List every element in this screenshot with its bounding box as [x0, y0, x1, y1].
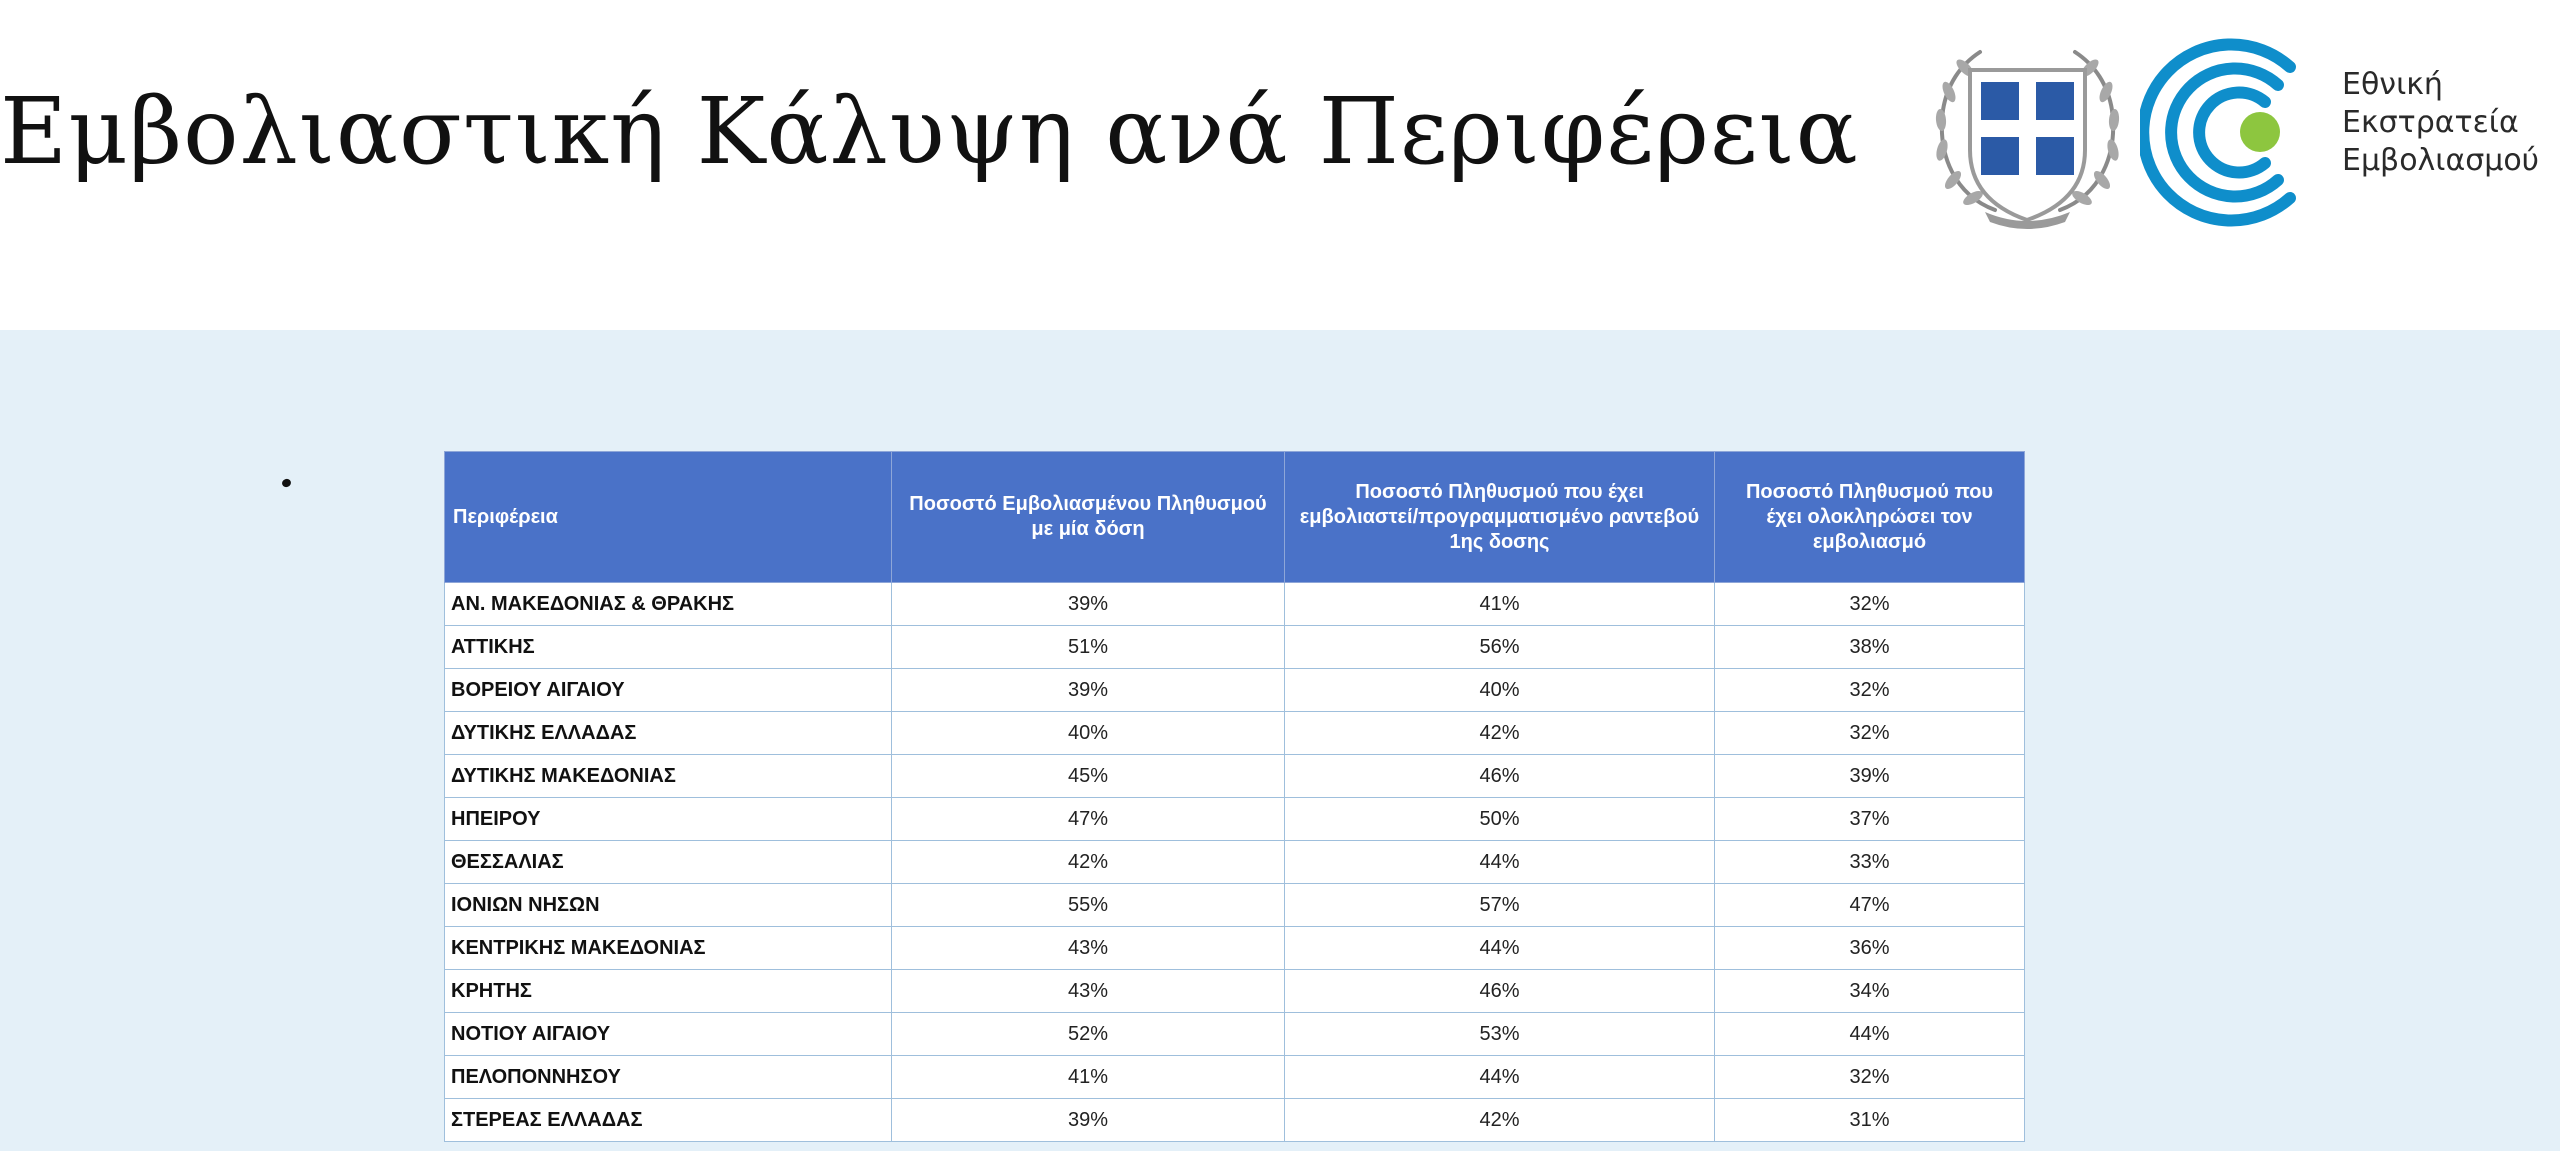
one-dose-cell: 55% — [892, 884, 1285, 927]
brand-line-national: Εθνική — [2342, 67, 2443, 102]
first-dose-scheduled-cell: 42% — [1285, 1099, 1715, 1142]
first-dose-scheduled-cell: 41% — [1285, 583, 1715, 626]
fully-vaccinated-cell: 32% — [1715, 1056, 2025, 1099]
table-row — [445, 583, 2025, 626]
table-row — [445, 884, 2025, 927]
column-header-first-dose-scheduled: Ποσοστό Πληθυσμού που έχει εμβολιαστεί/προγραμματισμένο ραντεβού 1ης δοσης — [1285, 452, 1715, 583]
vaccination-coverage-table — [444, 451, 2025, 1142]
one-dose-cell: 39% — [892, 583, 1285, 626]
brand-line-campaign: Εκστρατεία — [2342, 105, 2519, 140]
first-dose-scheduled-cell: 57% — [1285, 884, 1715, 927]
region-cell: ΔΥΤΙΚΗΣ ΕΛΛΑΔΑΣ — [445, 712, 892, 755]
first-dose-scheduled-cell: 42% — [1285, 712, 1715, 755]
table-header-row — [445, 452, 2025, 583]
fully-vaccinated-cell: 32% — [1715, 583, 2025, 626]
fully-vaccinated-cell: 36% — [1715, 927, 2025, 970]
one-dose-cell: 39% — [892, 669, 1285, 712]
fully-vaccinated-cell: 39% — [1715, 755, 2025, 798]
greek-coat-of-arms-icon — [1925, 30, 2130, 235]
region-cell: ΑΝ. ΜΑΚΕΔΟΝΙΑΣ & ΘΡΑΚΗΣ — [445, 583, 892, 626]
one-dose-cell: 40% — [892, 712, 1285, 755]
table-row — [445, 626, 2025, 669]
one-dose-cell: 52% — [892, 1013, 1285, 1056]
region-cell: ΚΡΗΤΗΣ — [445, 970, 892, 1013]
region-cell: ΚΕΝΤΡΙΚΗΣ ΜΑΚΕΔΟΝΙΑΣ — [445, 927, 892, 970]
table-row — [445, 970, 2025, 1013]
fully-vaccinated-cell: 38% — [1715, 626, 2025, 669]
region-cell: ΘΕΣΣΑΛΙΑΣ — [445, 841, 892, 884]
first-dose-scheduled-cell: 44% — [1285, 927, 1715, 970]
fully-vaccinated-cell: 44% — [1715, 1013, 2025, 1056]
table-row — [445, 712, 2025, 755]
one-dose-cell: 41% — [892, 1056, 1285, 1099]
region-cell: ΗΠΕΙΡΟΥ — [445, 798, 892, 841]
first-dose-scheduled-cell: 46% — [1285, 970, 1715, 1013]
fully-vaccinated-cell: 32% — [1715, 669, 2025, 712]
campaign-brand-text — [2342, 66, 2539, 180]
one-dose-cell: 45% — [892, 755, 1285, 798]
page-title: Εμβολιαστική Κάλυψη ανά Περιφέρεια — [0, 78, 1859, 185]
column-header-fully-vaccinated: Ποσοστό Πληθυσμού που έχει ολοκληρώσει τον εμβολιασμό — [1715, 452, 2025, 583]
table-row — [445, 669, 2025, 712]
first-dose-scheduled-cell: 46% — [1285, 755, 1715, 798]
first-dose-scheduled-cell: 44% — [1285, 841, 1715, 884]
table-row — [445, 841, 2025, 884]
one-dose-cell: 51% — [892, 626, 1285, 669]
fully-vaccinated-cell: 33% — [1715, 841, 2025, 884]
fully-vaccinated-cell: 37% — [1715, 798, 2025, 841]
table-row — [445, 1056, 2025, 1099]
table-row — [445, 798, 2025, 841]
fully-vaccinated-cell: 32% — [1715, 712, 2025, 755]
national-vaccination-campaign-logo-icon — [2140, 30, 2325, 235]
region-cell: ΣΤΕΡΕΑΣ ΕΛΛΑΔΑΣ — [445, 1099, 892, 1142]
table-row — [445, 1013, 2025, 1056]
table-row — [445, 1099, 2025, 1142]
first-dose-scheduled-cell: 56% — [1285, 626, 1715, 669]
first-dose-scheduled-cell: 40% — [1285, 669, 1715, 712]
one-dose-cell: 39% — [892, 1099, 1285, 1142]
brand-line-vaccination: Εμβολιασμού — [2342, 143, 2540, 178]
column-header-one-dose: Ποσοστό Εμβολιασμένου Πληθυσμού με μία δόση — [892, 452, 1285, 583]
one-dose-cell: 43% — [892, 970, 1285, 1013]
one-dose-cell: 47% — [892, 798, 1285, 841]
region-cell: ΒΟΡΕΙΟΥ ΑΙΓΑΙΟΥ — [445, 669, 892, 712]
region-cell: ΑΤΤΙΚΗΣ — [445, 626, 892, 669]
slide-header — [0, 0, 2560, 330]
region-cell: ΠΕΛΟΠΟΝΝΗΣΟΥ — [445, 1056, 892, 1099]
table-row — [445, 927, 2025, 970]
table-row — [445, 755, 2025, 798]
region-cell: ΔΥΤΙΚΗΣ ΜΑΚΕΔΟΝΙΑΣ — [445, 755, 892, 798]
first-dose-scheduled-cell: 53% — [1285, 1013, 1715, 1056]
fully-vaccinated-cell: 31% — [1715, 1099, 2025, 1142]
column-header-region: Περιφέρεια — [445, 452, 892, 583]
one-dose-cell: 43% — [892, 927, 1285, 970]
region-cell: ΝΟΤΙΟΥ ΑΙΓΑΙΟΥ — [445, 1013, 892, 1056]
first-dose-scheduled-cell: 50% — [1285, 798, 1715, 841]
fully-vaccinated-cell: 47% — [1715, 884, 2025, 927]
region-cell: ΙΟΝΙΩΝ ΝΗΣΩΝ — [445, 884, 892, 927]
first-dose-scheduled-cell: 44% — [1285, 1056, 1715, 1099]
one-dose-cell: 42% — [892, 841, 1285, 884]
fully-vaccinated-cell: 34% — [1715, 970, 2025, 1013]
